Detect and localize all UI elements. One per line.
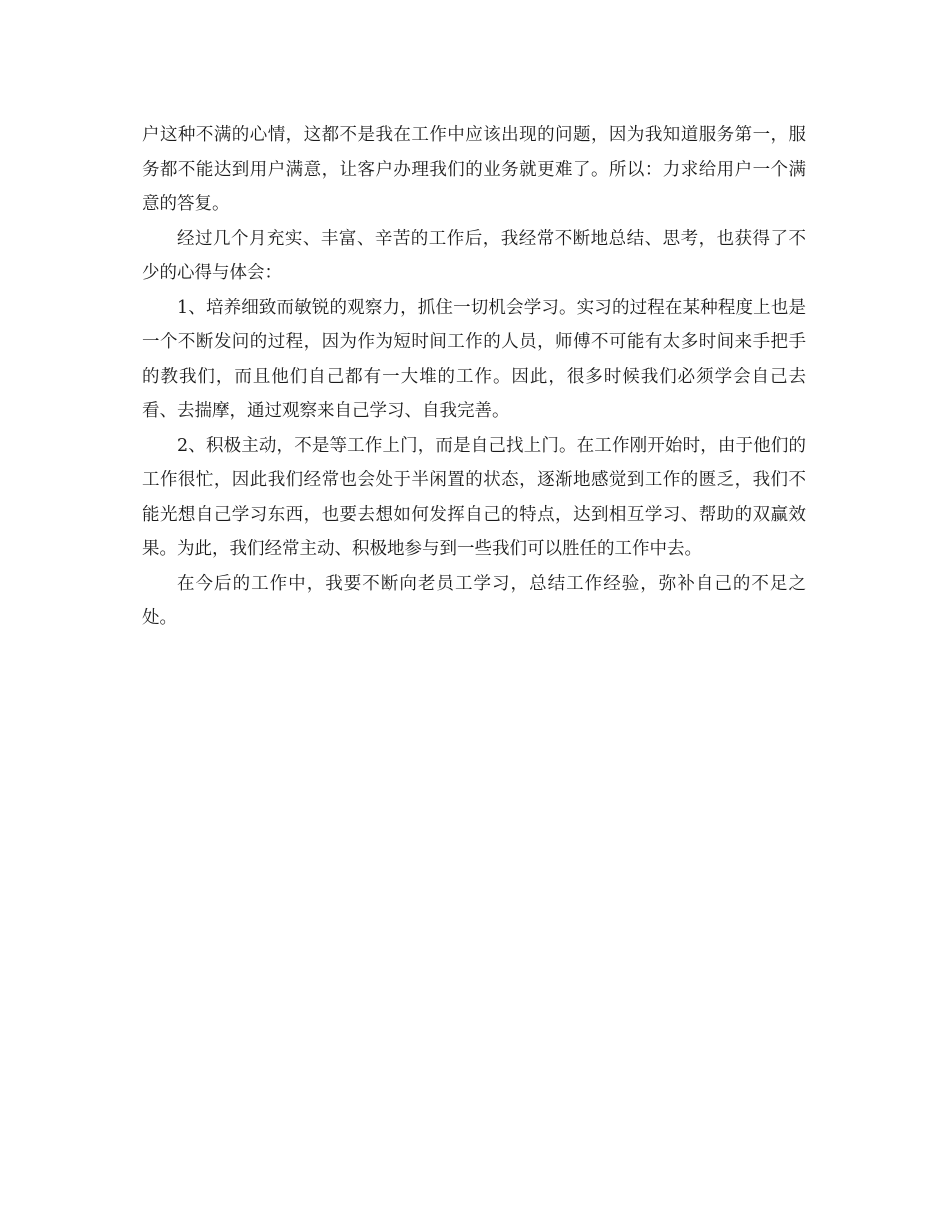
paragraph-point-1: 1、培养细致而敏锐的观察力，抓住一切机会学习。实习的过程在某种程度上也是一个不断发问的过程，因为作为短时间工作的人员，师傅不可能有太多时间来手把手的教我们，而且他们自己都有一大堆的工作。因此，很多时候我们必须学会自己去看、去揣摩，通过观察来自己学习、自我完善。	[142, 297, 806, 421]
document-body	[142, 118, 806, 636]
paragraph-conclusion: 在今后的工作中，我要不断向老员工学习，总结工作经验，弥补自己的不足之处。	[142, 573, 806, 628]
paragraph-continuation: 户这种不满的心情，这都不是我在工作中应该出现的问题，因为我知道服务第一，服务都不能达到用户满意，让客户办理我们的业务就更难了。所以：力求给用户一个满意的答复。	[142, 125, 806, 214]
paragraph-summary-intro: 经过几个月充实、丰富、辛苦的工作后，我经常不断地总结、思考，也获得了不少的心得与体会：	[142, 228, 806, 283]
paragraph-point-2: 2、积极主动，不是等工作上门，而是自己找上门。在工作刚开始时，由于他们的工作很忙，因此我们经常也会处于半闲置的状态，逐渐地感觉到工作的匮乏，我们不能光想自己学习东西，也要去想如何发挥自己的特点，达到相互学习、帮助的双赢效果。为此，我们经常主动、积极地参与到一些我们可以胜任的工作中去。	[142, 435, 806, 559]
